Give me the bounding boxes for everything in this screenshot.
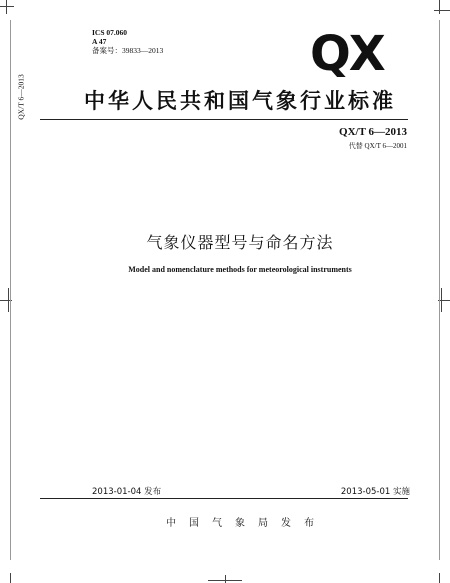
ccs-code: A 47: [92, 37, 107, 46]
title-chinese: 气象仪器型号与命名方法: [146, 233, 334, 252]
spine-text: QX/T 6—2013: [16, 74, 26, 120]
header-rule: [40, 119, 408, 120]
title-english: Model and nomenclature methods for meteorological instruments: [128, 265, 352, 274]
crop-mark-top-right-v: [439, 0, 440, 14]
replaces-note: 代替 QX/T 6—2001: [348, 142, 407, 150]
page-frame-right: [439, 20, 440, 560]
crop-mark-bottom-center-v: [225, 575, 226, 583]
ics-code: ICS 07.060: [92, 28, 128, 37]
crop-mark-right-mid-v: [441, 288, 442, 312]
standard-number: QX/T 6—2013: [339, 126, 407, 138]
header-meta: [92, 28, 163, 55]
crop-mark-bottom-left: [10, 573, 11, 583]
qx-logo: QX: [310, 26, 384, 82]
crop-mark-top-right-h: [434, 10, 450, 11]
implement-date: 2013-05-01 实施: [340, 487, 410, 497]
crop-mark-top-left-h: [0, 6, 14, 7]
spine-label: [17, 62, 25, 132]
publisher: 中国气象局发布: [166, 518, 327, 529]
standard-category-title: 中华人民共和国气象行业标准: [84, 89, 396, 113]
crop-mark-bottom-right: [439, 573, 440, 583]
crop-mark-top-left-v: [6, 0, 7, 14]
page-frame-left: [10, 20, 11, 560]
footer-rule: [40, 498, 408, 499]
crop-mark-left-mid-v: [8, 288, 9, 312]
issue-date: 2013-01-04 发布: [92, 487, 162, 497]
filing-number: 备案号：39833—2013: [92, 46, 164, 55]
